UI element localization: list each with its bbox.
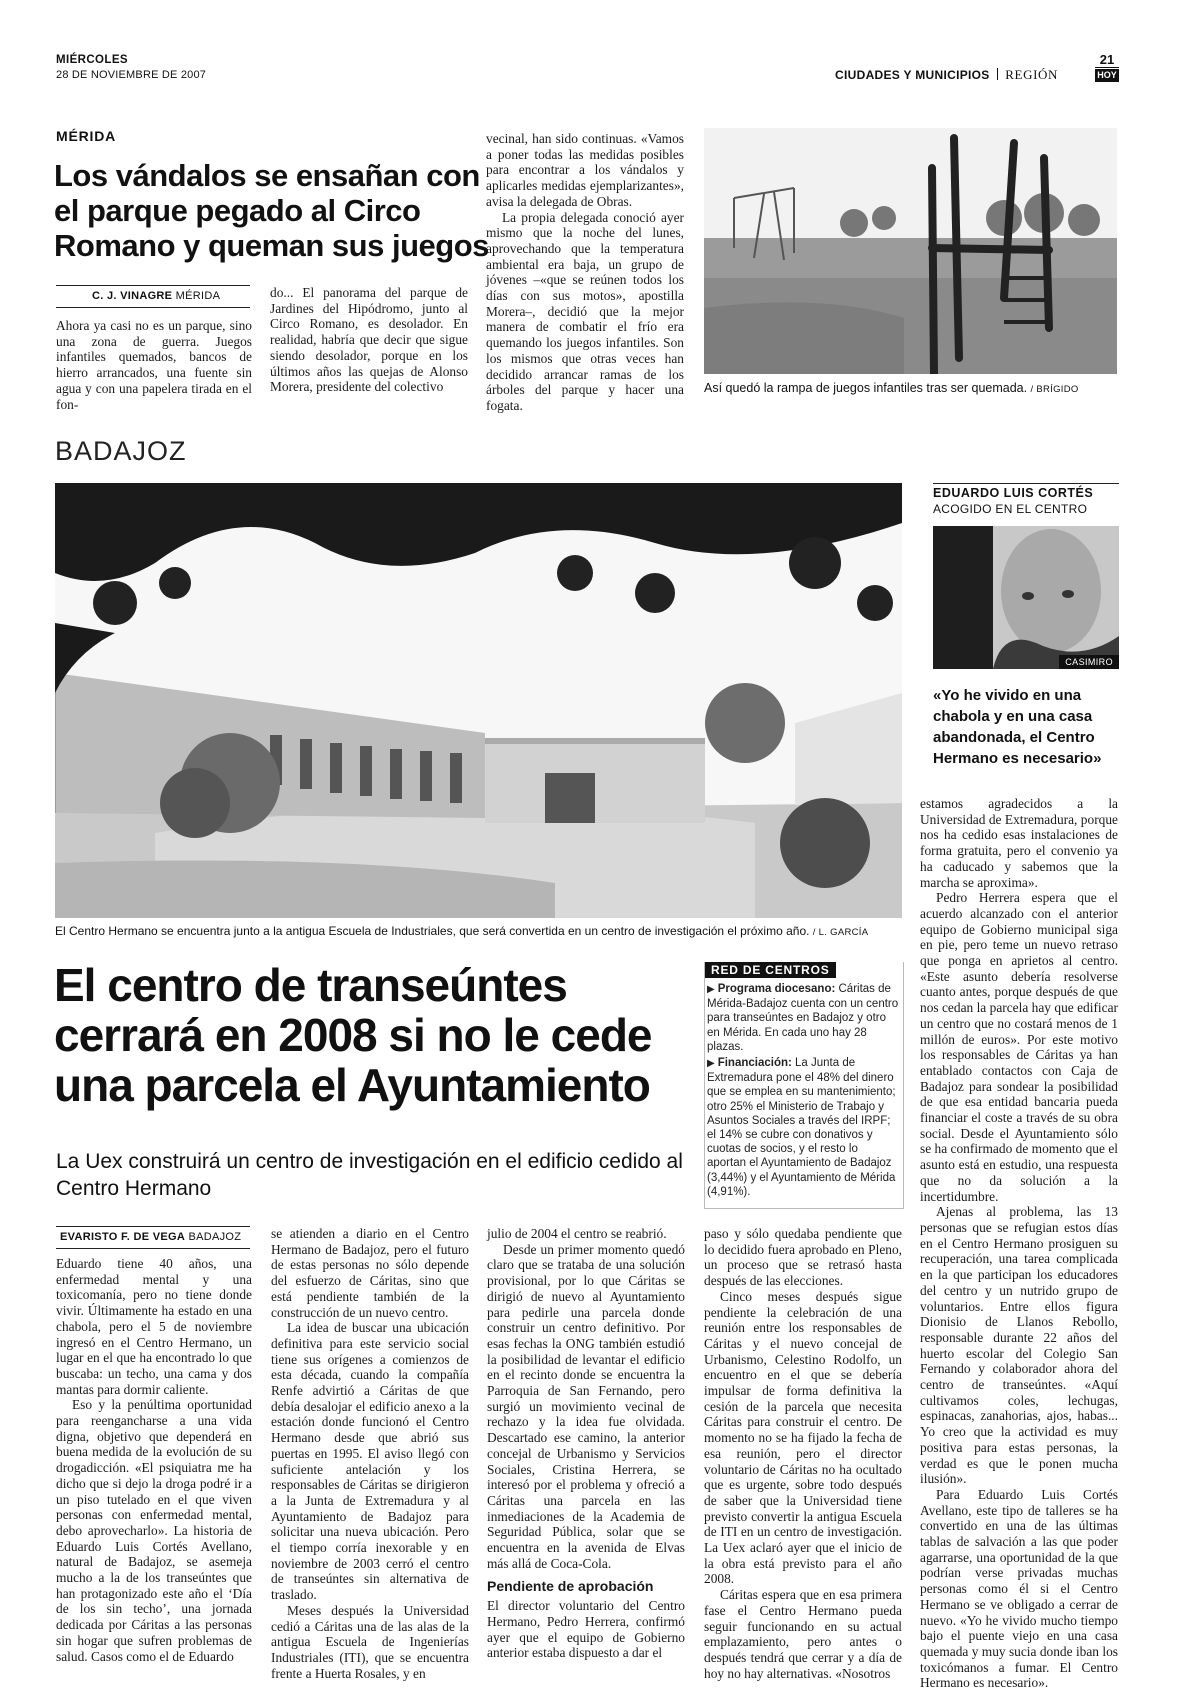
story2-col4-p2: Cinco meses después sigue pendiente la celebración de una reunión entre los responsables de Cáritas y el nuevo concejal de Urbanismo, Celestino Rodolfo, un encuentro en el que se debería impulsar de forma definitiva la cesión de la parcela que necesita Cáritas para construir el centro. De momento no se ha fijado la fecha de esa reunión, pero el director voluntario de Cáritas no ha ocultado que es urgente, sobre todo después de saber que la Universidad tiene previsto convertir la antigua Escuela de ITI en un centro de investigación. La Uex aclaró ayer que el inicio de la obra está previsto para el año 2008.: [704, 1288, 902, 1587]
story2-col5-p3: Ajenas al problema, las 13 personas que se refugian estos días en el Centro Hermano prosiguen su recuperación, una tarea complicada en la que participan los educadores del centro y un nutrido grupo de voluntarios. Entre ellos figura Dionisio de Llanos Rebollo, responsable durante 22 años del huerto escolar del Colegio San Fernando y colaborador ahora del centro de transeúntes. «Aquí cultivamos coles, lechugas, espinacas, zanahorias, ajos, habas... Yo creo que la actividad es muy positiva para estas personas, la verdad es que le ponen mucha ilusión».: [920, 1204, 1118, 1487]
story2-col3-p2: Desde un primer momento quedó claro que se trataba de una solución provisional, por lo que Cáritas se dirigió de nuevo al Ayuntamiento para pedirle una parcela donde construir un centro definitivo. Por esas fechas la ONG también estudió la posibilidad de levantar el edificio en el recinto donde se encuentra la Parroquia de San Fernando, pero surgió un movimiento vecinal de rechazo y la idea fue olvidada. Descartado ese camino, la anterior concejal de Urbanismo y Servicios Sociales, Cristina Herrera, se interesó por el problema y ofreció a Cáritas una parcela en las inmediaciones de la Academia de Seguridad Pública, solar que se encuentra en la avenida de Elvas más allá de Coca-Cola.: [487, 1241, 685, 1571]
story1-kicker: MÉRIDA: [56, 128, 117, 144]
sidebar-red-de-centros: [704, 962, 904, 1209]
story2-col3-subhead: Pendiente de aprobación: [487, 1578, 654, 1595]
header-weekday: MIÉRCOLES: [56, 54, 128, 66]
story2-headline: El centro de transeúntes cerrará en 2008 si no le cede una parcela el Ayuntamiento: [54, 959, 652, 1111]
story1-caption-text: Así quedó la rampa de juegos infantiles tras ser quemada.: [704, 381, 1028, 395]
story2-byline-rule: [56, 1226, 250, 1227]
main-caption-credit: / L. GARCÍA: [812, 927, 869, 938]
story2-col2: [271, 1226, 469, 1681]
story2-col3: [487, 1226, 685, 1661]
story2-col4-p1: paso y sólo quedaba pendiente que lo decidido fuera aprobado en Pleno, un proceso que se retrasó hasta después de las elecciones.: [704, 1226, 902, 1289]
story2-col5-p1: estamos agradecidos a la Universidad de Extremadura, porque nos ha cedido esas instalaciones de forma gratuita, pero el convenio ya ha caducado y sabemos que la marcha se aproxima».: [920, 796, 1118, 890]
story1-caption-credit: / BRÍGIDO: [1030, 384, 1079, 395]
sidebar-item1-label: Programa diocesano:: [717, 983, 836, 995]
story1-author: C. J. VINAGRE: [92, 290, 173, 302]
page-number: 21: [1095, 52, 1119, 68]
story1-col3: [486, 131, 684, 414]
story2-col2-p3: Meses después la Universidad cedió a Cáritas una de las alas de la antigua Escuela de Ingenierías Industriales (ITI), que se encuentra frente a Huerta Rosales, y en: [271, 1602, 469, 1681]
story2-col4-p3: Cáritas espera que en esa primera fase el Centro Hermano pueda seguir funcionando en su actual emplazamiento, pero antes o después tendrá que cerrar y a día de hoy no hay alternativas. «Nosotros: [704, 1587, 902, 1681]
profile-top-rule: [933, 483, 1119, 484]
triangle-bullet-icon: ▶: [707, 984, 715, 995]
header-divider: [997, 68, 998, 80]
main-caption-text: El Centro Hermano se encuentra junto a la antigua Escuela de Industriales, que será convertida en un centro de investigación el próximo año.: [55, 924, 810, 938]
story1-col1: [56, 318, 252, 412]
profile-role: ACOGIDO EN EL CENTRO: [933, 502, 1088, 516]
header-section-group: [835, 67, 1058, 83]
brand-logo: HOY: [1095, 69, 1119, 82]
story1-col2: [270, 285, 468, 395]
story2-main-photo: [55, 483, 902, 918]
story2-col4: [704, 1226, 902, 1681]
story2-col5: [920, 796, 1118, 1691]
sidebar-item2-text: La Junta de Extremadura pone el 48% del dinero que se emplea en su mantenimiento; otro 25% el Ministerio de Trabajo y Asuntos Sociales a través del IRPF; el 14% se cubre con donativos y cuotas de socios, y el resto lo aportan el Ayuntamiento de Badajoz (3,44%) y el Ayuntamiento de Mérida (4,91%).: [707, 1057, 896, 1198]
story2-main-caption: [55, 924, 902, 938]
story1-col3-p2: La propia delegada conoció ayer mismo que la noche del lunes, aprovechando que la temperatura ambiental era baja, un grupo de jóvenes –«que se reúnen todos los días con sus motos», apostilla Morera–, decidió que la mejor manera de combatir el frío era quemando los juegos infantiles. Son los mismos que otras veces han decidido arrancar ramas de los árboles del parque y hacer una fogata.: [486, 209, 684, 413]
header-subsection: REGIÓN: [1005, 67, 1058, 82]
story2-col1-p1: Eduardo tiene 40 años, una enfermedad mental y una toxicomanía, pero no tiene donde vivir. Últimamente ha estado en una chabola, pero el 5 de noviembre ingresó en el Centro Hermano, un lugar en el que ha encontrado lo que buscaba: un techo, una cama y dos mantas para dormir caliente.: [56, 1256, 252, 1397]
story1-photo-burnt-playground: [704, 128, 1117, 374]
story1-byline-rule: [56, 285, 250, 286]
page-header: [56, 54, 1120, 84]
story2-col1: [56, 1256, 252, 1664]
story2-location: BADAJOZ: [188, 1231, 242, 1243]
story1-byline: [92, 290, 220, 302]
sidebar-item: [707, 982, 900, 1054]
profile-quote: «Yo he vivido en una chabola y en una casa abandonada, el Centro Hermano es necesario»: [933, 687, 1102, 767]
header-date: 28 DE NOVIEMBRE DE 2007: [56, 69, 207, 81]
story2-author: EVARISTO F. DE VEGA: [60, 1231, 186, 1243]
sidebar-body: [707, 982, 900, 1201]
header-section: CIUDADES Y MUNICIPIOS: [835, 68, 990, 82]
sidebar-item: [707, 1056, 900, 1199]
story2-col1-p2: Eso y la penúltima oportunidad para reengancharse a una vida digna, objetivo que dependerá en buena medida de la evolución de su drogadicción. «El psiquiatra me ha dicho que si dejo la droga podré ir a un piso tutelado en el que viven personas con enfermedad mental, debo aprovecharlo». La historia de Eduardo Luis Cortés Avellano, natural de Badajoz, se asemeja mucho a la de los transeúntes que han protagonizado este año el ‘Día de los sin techo’, una jornada dedicada por Cáritas a las personas sin hogar que sufren problemas de salud. Casos como el de Eduardo: [56, 1397, 252, 1664]
story1-location: MÉRIDA: [175, 290, 221, 302]
story2-col2-p2: La idea de buscar una ubicación definitiva para este servicio social tiene sus orígenes a comienzos de esta década, cuando la compañía Renfe advirtió a Cáritas de que debía desalojar el edificio anexo a la estación donde funcionó el Centro Hermano desde que abrió sus puertas en 1995. El aviso llegó con suficiente antelación y los responsables de Cáritas se dirigieron a la Junta de Extremadura y al Ayuntamiento de Badajoz para solicitar una nueva ubicación. Pero el tiempo corría inexorable y en noviembre de 2003 cerró el centro de transeúntes sin alternativa de traslado.: [271, 1320, 469, 1603]
playground-illustration: [704, 128, 1117, 374]
story1-col3-p1: vecinal, han sido continuas. «Vamos a poner todas las medidas posibles para encontrar a los vándalos y aplicarles medidas ejemplarizantes», avisa la delegada de Obras.: [486, 131, 684, 209]
story2-col5-p4: Para Eduardo Luis Cortés Avellano, este tipo de talleres se ha convertido en una de las últimas tablas de salvación a las que poder agarrarse, una oportunidad de la que podrían verse privadas muchas personas como él si el Centro Hermano se ve obligado a cerrar de nuevo. «Yo he vivido mucho tiempo bajo el puente viejo en una casa quemada y muy sucia donde iban los toxicómanos a fumar. El Centro Hermano es necesario».: [920, 1486, 1118, 1691]
story1-col2-text: do... El panorama del parque de Jardines del Hipódromo, junto al Circo Romano, es desolador. En realidad, habría que decir que sigue siendo desolador, porque en los últimos años las quejas de Alonso Morera, presidente del colectivo: [270, 285, 468, 395]
story2-subhead: La Uex construirá un centro de investigación en el edificio cedido al Centro Hermano: [56, 1150, 683, 1200]
sidebar-item1-text: Cáritas de Mérida-Badajoz cuenta con un centro para transeúntes en Badajoz y otro en Mérida. En cada uno hay 28 plazas.: [707, 983, 899, 1053]
story2-byline-rule-bottom: [56, 1248, 250, 1249]
sidebar-item2-label: Financiación:: [717, 1057, 792, 1070]
triangle-bullet-icon: ▶: [707, 1058, 715, 1070]
story2-byline: [60, 1231, 241, 1243]
story2-col5-p2: Pedro Herrera espera que el acuerdo alcanzado con el anterior equipo de Gobierno municipal siga en pie, pero teme un nuevo retraso que ponga en aprietos al centro. «Este asunto debería resolverse cuanto antes, porque después de que nos cedan la parcela hay que edificar un centro que no costará menos de 1 millón de euros». Por este motivo los responsables de Cáritas ya han entablado contactos con Caja de Badajoz para sondear la posibilidad de que esa entidad bancaria pueda financiar el coste a través de su obra social. Desde el Ayuntamiento sólo se ha confirmado de momento que el asunto está en estudio, una respuesta que no da solución a la incertidumbre.: [920, 890, 1118, 1204]
story2-col3-p1: julio de 2004 el centro se reabrió.: [487, 1226, 667, 1241]
story2-col2-p1: se atienden a diario en el Centro Hermano de Badajoz, pero el futuro de estas personas no sólo depende del esfuerzo de Cáritas, sino que está pendiente también de la construcción de un nuevo centro.: [271, 1226, 469, 1320]
profile-photo: [933, 526, 1119, 669]
story1-col1-text: Ahora ya casi no es un parque, sino una zona de guerra. Juegos infantiles quemados, bancos de hierro arrancados, una fuente sin agua y con una papelera tirada en el fon-: [56, 318, 252, 412]
section-title: BADAJOZ: [55, 436, 187, 466]
profile-name: EDUARDO LUIS CORTÉS: [933, 486, 1094, 500]
story1-headline: Los vándalos se ensañan con el parque pegado al Circo Romano y queman sus juegos: [54, 158, 489, 263]
story1-byline-rule-bottom: [56, 307, 250, 308]
building-illustration: [55, 483, 902, 918]
profile-photo-credit: CASIMIRO: [1059, 655, 1119, 669]
story2-col3-after: El director voluntario del Centro Hermano, Pedro Herrera, confirmó ayer que el equipo de Gobierno anterior estaba dispuesto a dar el: [487, 1598, 685, 1661]
portrait-illustration: [933, 526, 1119, 669]
story1-photo-caption: [704, 381, 1117, 395]
sidebar-title: RED DE CENTROS: [705, 962, 836, 978]
